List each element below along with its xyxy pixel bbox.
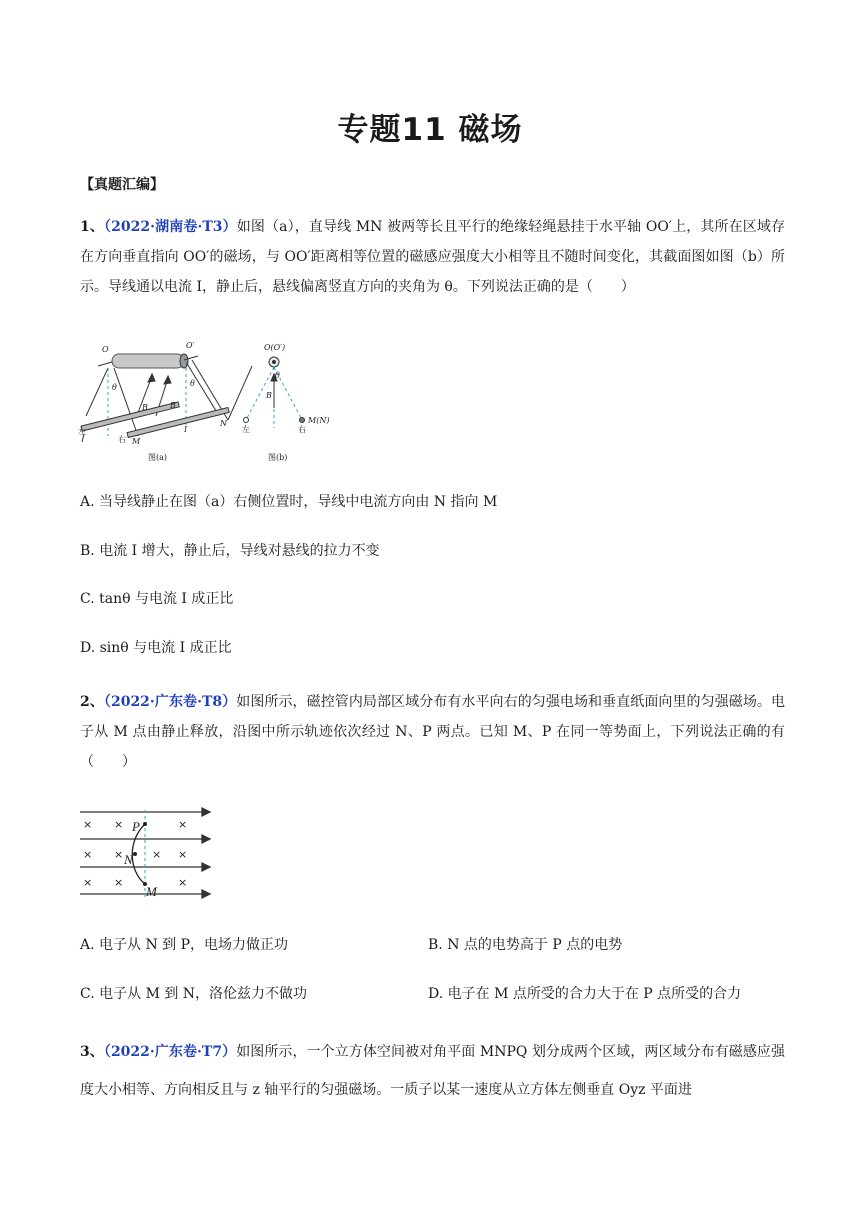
cross-mark: ×: [178, 848, 188, 861]
fig-b-label-left: 左: [242, 425, 250, 434]
fig-a-label-left: 左: [78, 427, 86, 436]
fig-2-label-m: M: [146, 884, 157, 899]
cross-mark: ×: [152, 848, 162, 861]
cross-mark: ×: [114, 848, 124, 861]
q1-option-d: D. sinθ 与电流 I 成正比: [80, 640, 232, 656]
question-2-number: 2、: [80, 694, 104, 710]
fig-b-label-right: 右: [298, 425, 306, 434]
fig-b-label-b: B: [266, 391, 272, 400]
q2-option-c: C. 电子从 M 到 N，洛伦兹力不做功: [80, 986, 308, 1002]
fig-2-label-n: N: [124, 852, 133, 867]
cross-mark: ×: [178, 876, 188, 889]
fig-a-label-b: B: [142, 403, 148, 412]
fig-a-label-i: I: [184, 425, 188, 434]
question-3-stem: [80, 1033, 785, 1109]
cross-mark: ×: [83, 848, 93, 861]
cross-mark: ×: [83, 818, 93, 831]
fig-b-caption: 图(b): [268, 453, 288, 462]
fig-a-caption: 图(a): [148, 453, 168, 462]
fig-a-label-theta-2: θ: [190, 379, 195, 388]
cross-mark: ×: [114, 876, 124, 889]
q1-option-a: A. 当导线静止在图（a）右侧位置时，导线中电流方向由 N 指向 M: [80, 494, 498, 510]
cross-mark: ×: [83, 876, 93, 889]
cross-mark: ×: [178, 818, 188, 831]
question-1-text: 如图（a），直导线 MN 被两等长且平行的绝缘轻绳悬挂于水平轴 OO′上，其所在区域存在方向垂直指向 OO′的磁场，与 OO′距离相等位置的磁感应强度大小相等且不随时间变化，其截面图如图（b）所示。导线通以电流 I，静止后，悬线偏离竖直方向的夹角为 θ。下列说法正确的是（ ）: [80, 219, 785, 295]
fig-a-label-o: O: [102, 345, 109, 354]
figure-1b: [232, 336, 342, 464]
fig-2-label-p: P: [132, 819, 140, 834]
fig-b-label-mn: M(N): [308, 416, 330, 425]
cross-mark: ×: [114, 818, 124, 831]
fig-a-label-n: N: [220, 419, 227, 428]
question-1-source: （2022·湖南卷·T3）: [104, 219, 237, 235]
fig-b-label-theta: θ: [275, 371, 280, 380]
fig-a-label-theta: θ: [112, 383, 117, 392]
q2-option-d: D. 电子在 M 点所受的合力大于在 P 点所受的合力: [428, 986, 742, 1002]
fig-a-label-o2: O′: [186, 341, 195, 350]
question-2-text: 如图所示，磁控管内局部区域分布有水平向右的匀强电场和垂直纸面向里的匀强磁场。电子从 M 点由静止释放，沿图中所示轨迹依次经过 N、P 两点。已知 M、P 在同一等势面上，下列说法正确的有（ ）: [80, 694, 785, 770]
question-1-stem: [80, 212, 785, 302]
question-2-stem: [80, 687, 785, 777]
question-3-source: （2022·广东卷·T7）: [103, 1044, 237, 1060]
fig-a-label-b-2: B: [170, 401, 176, 410]
q1-option-b: B. 电流 I 增大，静止后，导线对悬线的拉力不变: [80, 543, 380, 559]
question-3-text: 如图所示，一个立方体空间被对角平面 MNPQ 划分成两个区域，两区域分布有磁感应强度大小相等、方向相反且与 z 轴平行的匀强磁场。一质子以某一速度从立方体左侧垂直 Oyz 平面进: [80, 1044, 785, 1098]
question-2-source: （2022·广东卷·T8）: [103, 694, 237, 710]
page-title: 专题11 磁场: [337, 112, 523, 148]
section-heading: 【真题汇编】: [80, 177, 164, 193]
fig-a-label-right: 右: [118, 435, 126, 444]
q1-option-c: C. tanθ 与电流 I 成正比: [80, 591, 234, 607]
figure-2: [78, 806, 214, 900]
fig-a-label-m: M: [132, 437, 141, 446]
q2-option-b: B. N 点的电势高于 P 点的电势: [428, 937, 623, 953]
fig-b-label-center: O(O′): [264, 343, 286, 352]
question-3-number: 3、: [80, 1044, 104, 1060]
question-1-number: 1、: [80, 219, 104, 235]
q2-option-a: A. 电子从 N 到 P，电场力做正功: [80, 937, 289, 953]
